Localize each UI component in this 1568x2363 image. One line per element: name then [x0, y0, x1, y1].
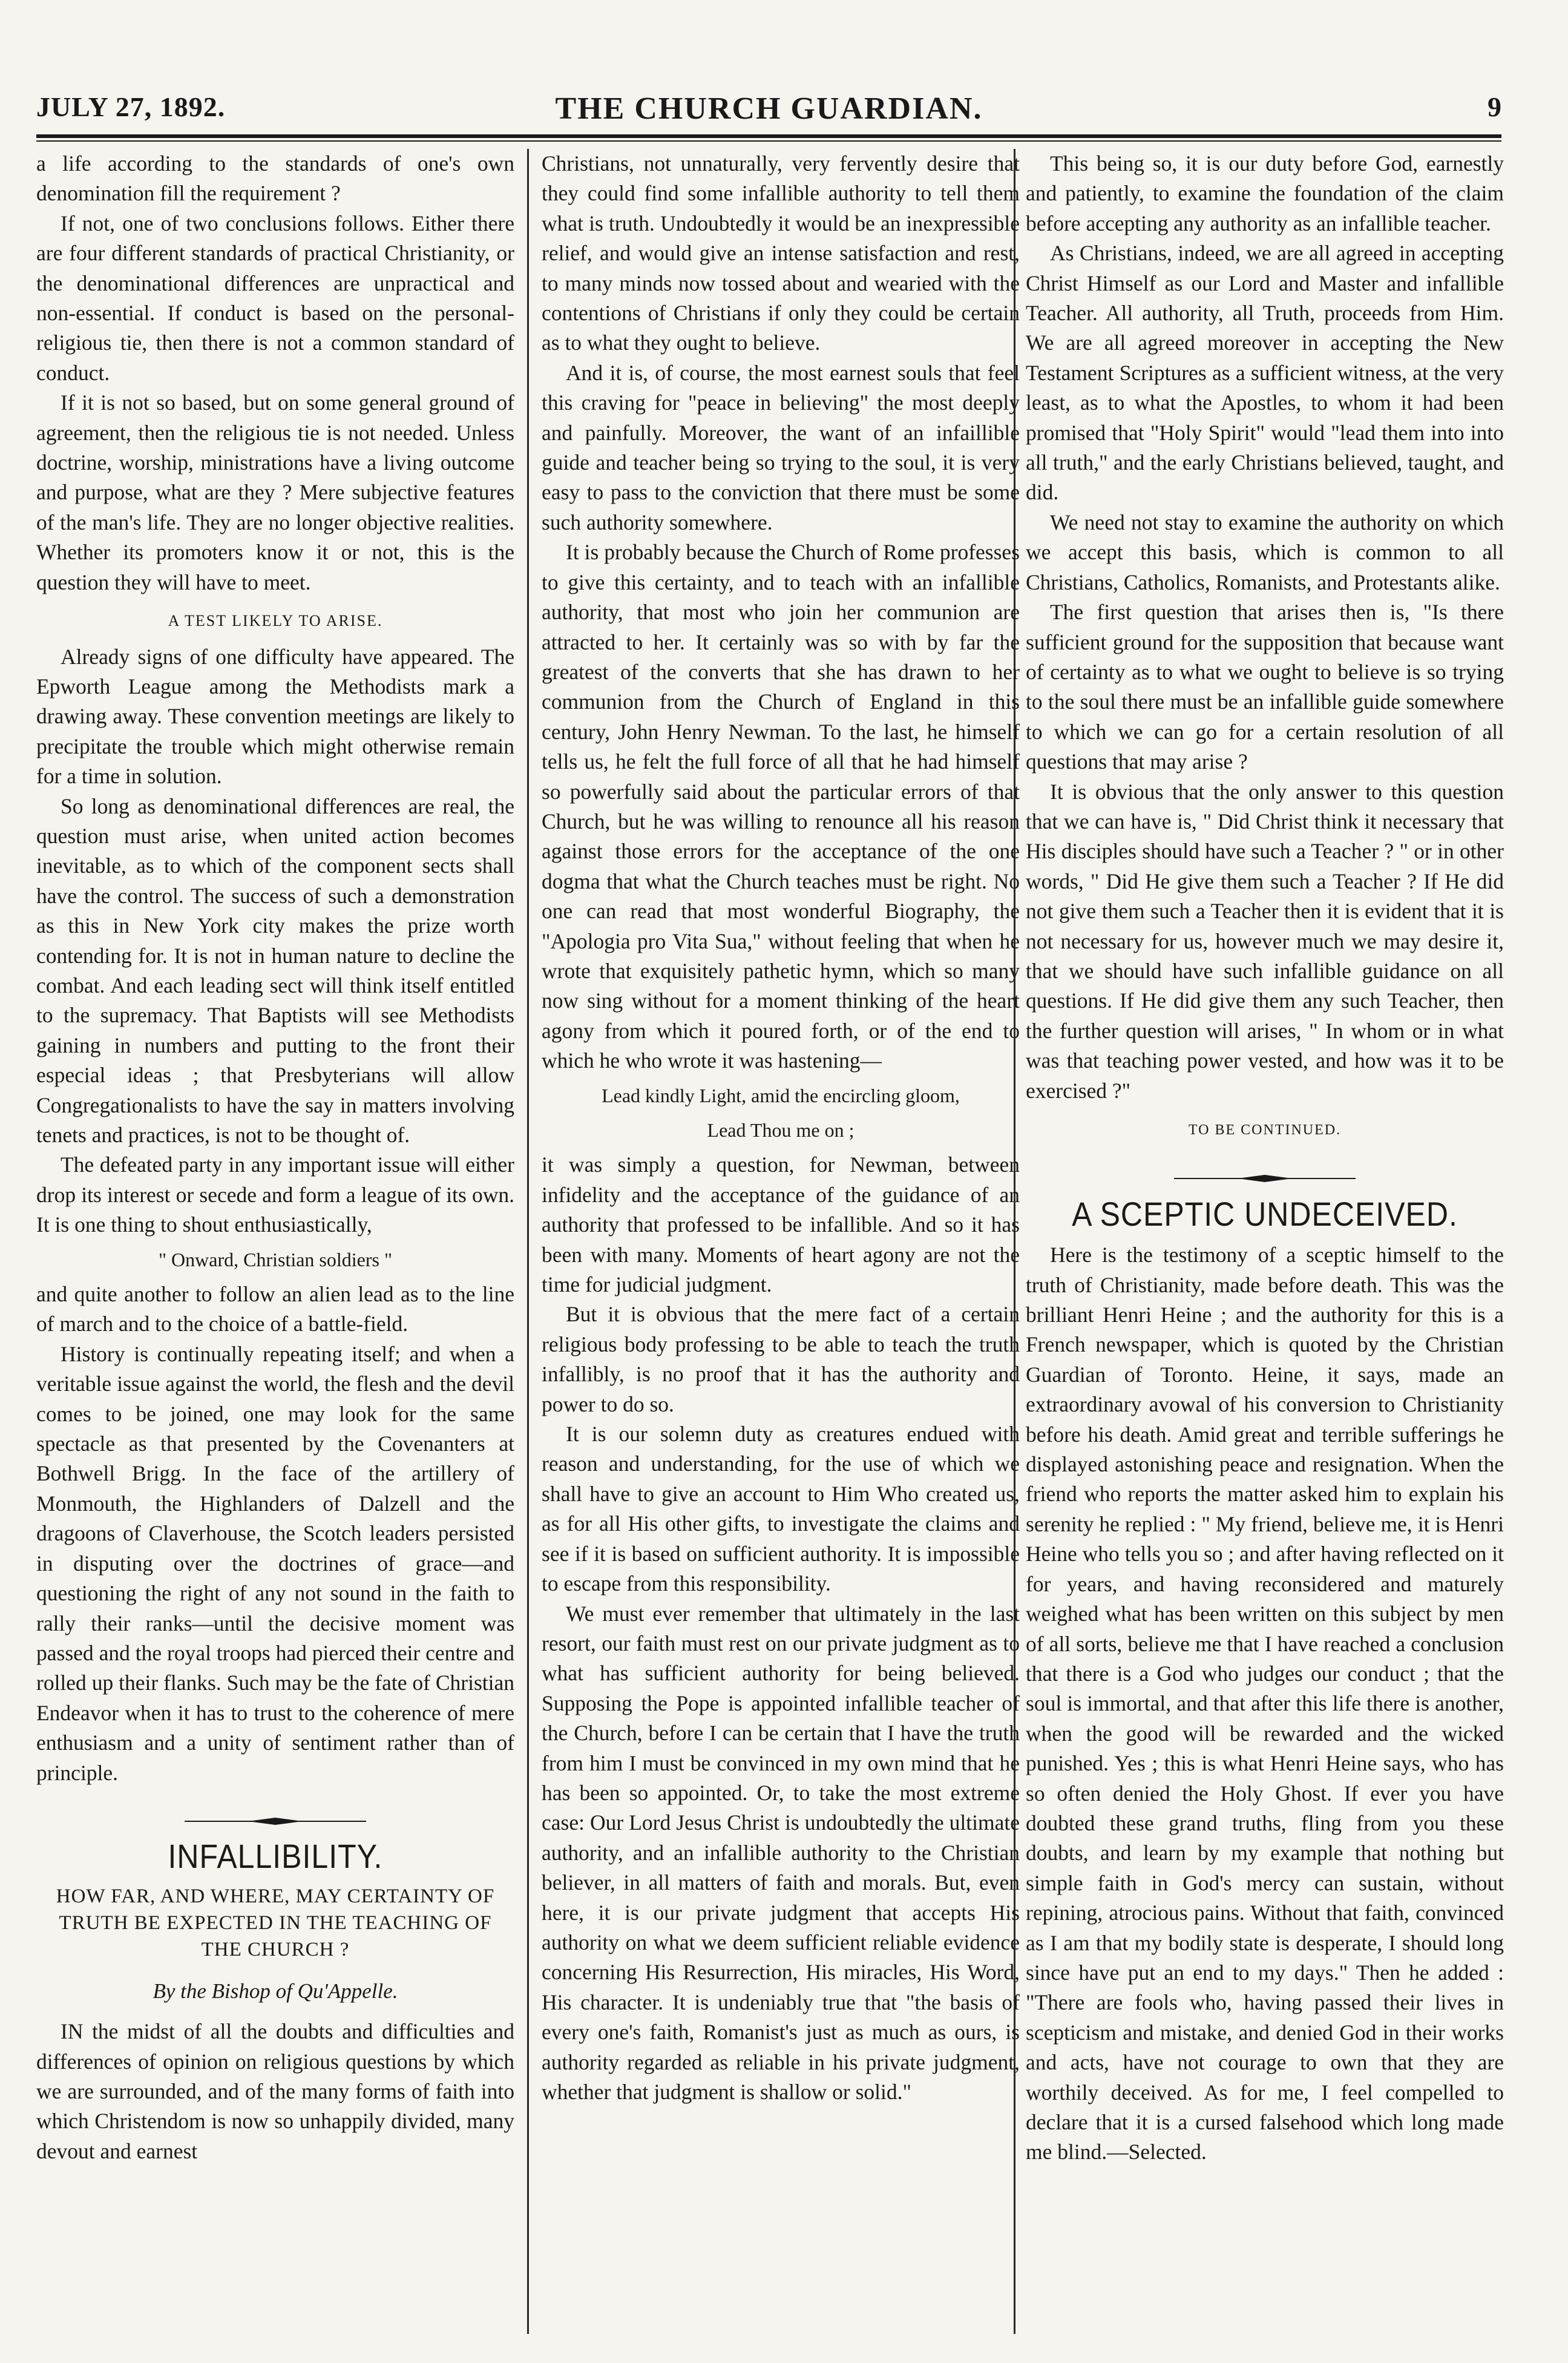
paragraph: This being so, it is our duty before God, earnestly and patiently, to examine the foundation of the claim before accepting any authority as an infallible teacher.: [1026, 151, 1504, 235]
paragraph: a life according to the standards of one's own denomination fill the requirement ?: [36, 151, 514, 206]
column-left: [36, 149, 514, 2334]
paragraph: So long as denominational differences are real, the question must arise, when united action becomes inevitable, as to which of the component sects shall have the control. The success of such a demonstration as this in New York city makes the prize worth contending for. It is not in human nature to decline the combat. And each leading sect will think itself entitled to the supremacy. That Baptists will see Methodists gaining in numbers and putting to the front their especial ideas ; that Presbyterians will allow Congregationalists to have the say in matters involving tenets and practices, is not to be thought of.: [36, 794, 514, 1147]
paragraph: But it is obvious that the mere fact of a certain religious body professing to be able to teach the truth infallibly, is no proof that it has the authority and power to do so.: [542, 1302, 1020, 1416]
article-heading: INFALLIBILITY.: [168, 1837, 383, 1876]
ornamental-separator: [36, 1804, 514, 1833]
paragraph: If it is not so based, but on some general ground of agreement, then the religious tie is not needed. Unless doctrine, worship, ministrations have a living outcome and purpose, what are they ? Mere subjective features of the man's life. They are no longer objective realities. Whether its promoters know it or not, this is the question they will have to meet.: [36, 390, 514, 594]
paragraph: It is our solemn duty as creatures endued with reason and understanding, for the use of which we shall have to give an account to Him Who created us, as for all His other gifts, to investigate the claims and see if it is based on sufficient authority. It is impossible to escape from this responsibility.: [542, 1422, 1020, 1596]
paragraph: If not, one of two conclusions follows. Either there are four different standards of practical Christianity, or the denominational differences are unpractical and non-essential. If conduct is based on the personal-religious tie, then there is not a common standard of conduct.: [36, 211, 514, 385]
page-number: 9: [1488, 91, 1501, 122]
paragraph: History is continually repeating itself; and when a veritable issue against the world, the flesh and the devil comes to be joined, one may look for the same spectacle as that presented by the Covenanters at Bothwell Brigg. In the face of the artillery of Monmouth, the Highlanders of Dalzell and the dragoons of Claverhouse, the Scotch leaders persisted in disputing over the doctrines of grace—and questioning the right of any not sound in the faith to rally their ranks—until the decisive moment was passed and the royal troops had pierced their centre and rolled up their flanks. Such may be the fate of Christian Endeavor when it has to trust to the coherence of mere enthusiasm and a unity of sentiment rather than of principle.: [36, 1341, 514, 1785]
paragraph: We need not stay to examine the authority on which we accept this basis, which is common to all Christians, Catholics, Romanists, and Protestants alike.: [1026, 510, 1504, 594]
paragraph: The first question that arises then is, "Is there sufficient ground for the supposition that because want of certainty as to what we ought to believe is so trying to the soul there must be an infallible guide somewhere to which we can go for a certain resolution of all questions that may arise ?: [1026, 600, 1504, 774]
paragraph: IN the midst of all the doubts and difficulties and differences of opinion on religious questions by which we are surrounded, and of the many forms of faith into which Christendom is now so unhappily divided, many devout and earnest: [36, 2019, 514, 2163]
paragraph: it was simply a question, for Newman, between infidelity and the acceptance of the guidance of an authority that professed to be infallible. And so it has been with many. Moments of heart agony are not the time for judicial judgment.: [542, 1152, 1020, 1297]
paragraph: It is obvious that the only answer to this question that we can have is, " Did Christ think it necessary that His disciples should have such a Teacher ? " or in other words, " Did He give them such a Teacher ? If He did not give them such a Teacher then it is evident that it is not necessary for us, however much we may desire it, that we should have such infallible guidance on all questions. If He did give them any such Teacher, then the further question will arises, " In whom or in what was that teaching power vested, and how was it to be exercised ?": [1026, 779, 1504, 1103]
masthead: [36, 91, 1501, 139]
header-rule-thin: [36, 140, 1501, 142]
paragraph: The defeated party in any important issue will either drop its interest or secede and form a league of its own. It is one thing to shout enthusiastically,: [36, 1152, 514, 1237]
header-rule: [36, 134, 1501, 138]
paragraph: Here is the testimony of a sceptic himself to the truth of Christianity, made before death. This was the brilliant Henri Heine ; and the authority for this is a French newspaper, which is quoted by the Christian Guardian of Toronto. Heine, it says, made an extraordinary avowal of his conversion to Christianity before his death. Amid great and terrible sufferings he displayed astonishing peace and resignation. When the friend who reports the matter asked him to explain his serenity he replied : " My friend, believe me, it is Henri Heine who tells you so ; and after having reflected on it for years, and having reconsidered and maturely weighed what has been written on this subject by men of all sorts, believe me that I have reached a conclusion that there is a God who judges our conduct ; that the soul is immortal, and that after this life there is another, when the good will be rewarded and the wicked punished. Yes ; this is what Henri Heine says, who has so often denied the Holy Ghost. If ever you have doubted these grand truths, fling from you these doubts, and learn by my example that nothing but simple faith in God's mercy can sustain, without repining, atrocious pains. Without that faith, convinced as I am that my bodily state is desperate, I should long since have put an end to my days." Then he added : "There are fools who, having passed their lives in scepticism and mistake, and denied God in their works and acts, have not courage to own that they are worthily deceived. As for me, I feel compelled to declare that it is a cursed falsehood which long made me blind.—Selected.: [1026, 1243, 1504, 2164]
section-subhead: A TEST LIKELY TO ARISE.: [168, 612, 383, 630]
column-right: [1026, 149, 1504, 2334]
paragraph: Christians, not unnaturally, very fervently desire that they could find some infallible authority to tell them what is truth. Undoubtedly it would be an inexpressible relief, and would give an intense satisfaction and rest, to many minds now tossed about and wearied with the contentions of Christians if only they could be certain as to what they ought to believe.: [542, 151, 1020, 355]
hymn-verse: Lead Thou me on ;: [707, 1119, 855, 1141]
ornamental-separator: [1026, 1161, 1504, 1191]
hymn-quote: " Onward, Christian soldiers ": [158, 1248, 393, 1270]
newspaper-title: THE CHURCH GUARDIAN.: [555, 91, 983, 126]
paragraph: It is probably because the Church of Rome professes to give this certainty, and to teach with an infallible authority, that most who join her communion are attracted to her. It certainly was so with by far the greatest of the converts that she has drawn to her communion from the Church of England in this century, John Henry Newman. To the last, he himself tells us, he felt the full force of all that he had himself so powerfully said about the particular errors of that Church, but he was willing to renounce all his reason against those errors for the acceptance of the one dogma that what the Church teaches must be right. No one can read that most wonderful Biography, the "Apologia pro Vita Sua," without feeling that when he wrote that exquisitely pathetic hymn, which so many now sing without for a moment thinking of the heart agony from which it poured forth, or of the end to which he who wrote it was hastening—: [542, 540, 1020, 1073]
article-subtitle: HOW FAR, AND WHERE, MAY CERTAINTY OF TRUTH BE EXPECTED IN THE TEACHING OF THE CHURCH ?: [56, 1885, 495, 1960]
paragraph: We must ever remember that ultimately in the last resort, our faith must rest on our private judgment as to what has sufficient authority for being believed. Supposing the Pope is appointed infallible teacher of the Church, before I can be certain that I have the truth from him I must be convinced in my own mind that he has been so appointed. Or, to take the most extreme case: Our Lord Jesus Christ is undoubtedly the ultimate authority, and an infallible authority to the Christian believer, in all matters of faith and morals. But, even here, it is our private judgment that accepts His authority on what we deem sufficient reliable evidence concerning His Resurrection, His miracles, His Word, His character. It is undeniably true that "the basis of every one's faith, Romanist's just as much as ours, is authority regarded as reliable in his private judgment, whether that judgment is shallow or solid.": [542, 1601, 1020, 2104]
column-divider-left: [527, 149, 529, 2334]
article-heading: A SCEPTIC UNDECEIVED.: [1072, 1195, 1458, 1234]
continued-note: TO BE CONTINUED.: [1188, 1122, 1342, 1138]
paragraph: As Christians, indeed, we are all agreed in accepting Christ Himself as our Lord and Master and infallible Teacher. All authority, all Truth, proceeds from Him. We are all agreed moreover in accepting the New Testament Scriptures as a sufficient witness, at the very least, as to what the Apostles, to whom it had been promised that "Holy Spirit" would "lead them into into all truth," and the early Christians believed, taught, and did.: [1026, 241, 1504, 505]
issue-date: JULY 27, 1892.: [36, 91, 226, 122]
paragraph: and quite another to follow an alien lead as to the line of march and to the choice of a battle-field.: [36, 1282, 514, 1336]
hymn-verse: Lead kindly Light, amid the encircling gloom,: [602, 1084, 960, 1106]
article-byline: By the Bishop of Qu'Appelle.: [153, 1979, 398, 2003]
column-middle: [542, 149, 1020, 2334]
paragraph: And it is, of course, the most earnest souls that feel this craving for "peace in believing" the most deeply and painfully. Moreover, the want of an infaillible guide and teacher being so trying to the soul, it is very easy to pass to the conviction that there must be some such authority somewhere.: [542, 360, 1020, 534]
paragraph: Already signs of one difficulty have appeared. The Epworth League among the Methodists mark a drawing away. These convention meetings are likely to precipitate the trouble which might otherwise remain for a time in solution.: [36, 644, 514, 789]
